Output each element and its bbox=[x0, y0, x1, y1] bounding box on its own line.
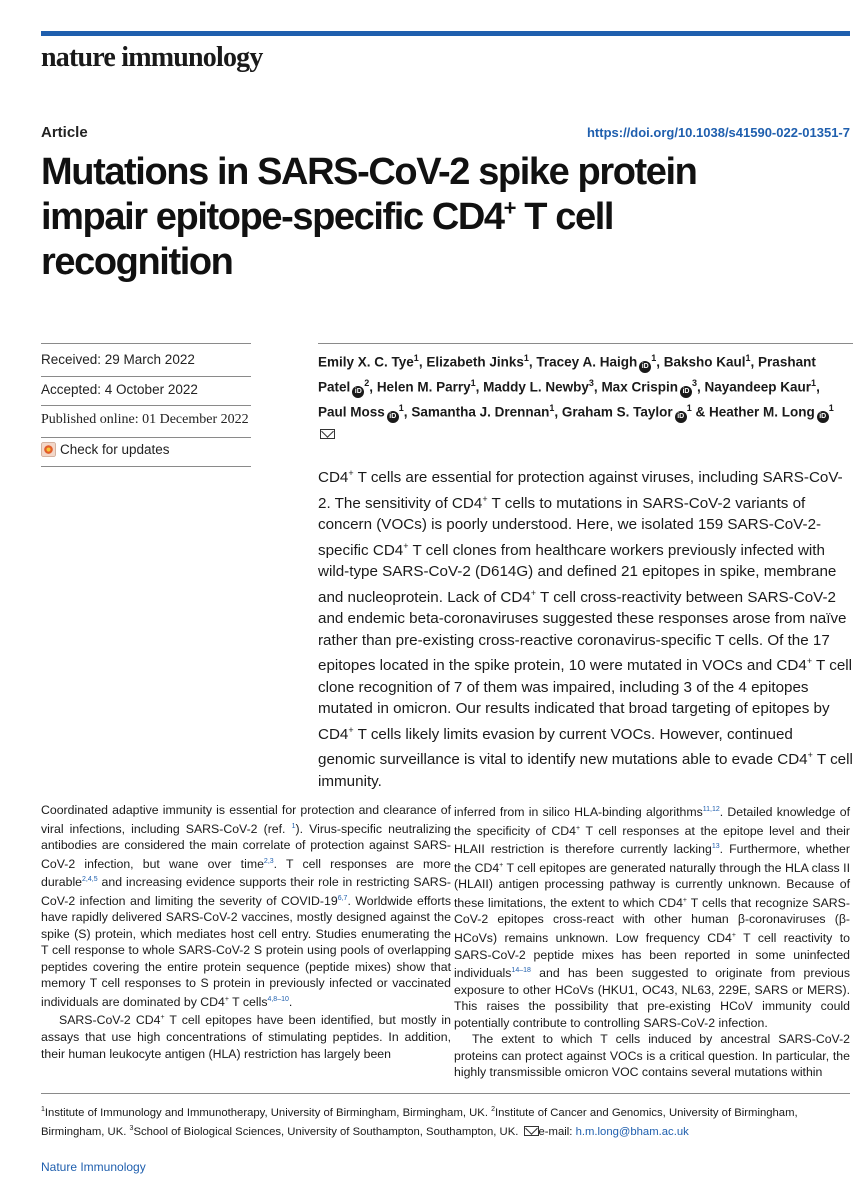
abstract-text: T cells to mutations in SARS-CoV-2 variants of concern (VOCs) is poorly understood. Here, we isolated 159 SARS-CoV-2-specific CD4 bbox=[318, 494, 822, 559]
reference-link[interactable]: 2,4,5 bbox=[82, 876, 98, 884]
reference-link[interactable]: 1 bbox=[291, 822, 296, 830]
abstract-sup: + bbox=[348, 468, 354, 478]
reference-link[interactable]: 2,3 bbox=[263, 857, 274, 865]
abstract-text: T cell cross-reactivity between SARS-CoV-2 and endemic beta-coronaviruses suggested these responses arose from naïve rather than pre-existing cross-reactive coronavirus-specific T cells. Of the 17 epitopes located in the spike protein, 10 were mutated in VOCs and CD4 bbox=[318, 588, 847, 675]
title-line-1: Mutations in SARS-CoV-2 spike protein bbox=[41, 151, 697, 193]
orcid-icon[interactable]: iD bbox=[352, 386, 364, 398]
author-separator: , bbox=[816, 379, 820, 395]
email-icon bbox=[524, 1126, 539, 1136]
author-list bbox=[318, 348, 848, 445]
affiliation-number: 1 bbox=[41, 1106, 45, 1113]
author-affiliation: 1 bbox=[523, 353, 529, 363]
divider-authors bbox=[318, 343, 853, 344]
reference-link[interactable]: 4,8–10 bbox=[267, 995, 289, 1003]
body-text: T cell epitopes have been identified, but mostly in assays that use high concentrations of stimulating peptides. In addition, their human leukocyte antigen (HLA) restriction has largely been bbox=[41, 1013, 451, 1061]
author-affiliation: 1 bbox=[686, 403, 692, 413]
superscript: + bbox=[682, 896, 688, 904]
author-affiliation: 1 bbox=[745, 353, 751, 363]
paper-title bbox=[41, 150, 821, 285]
body-text: . Furthermore, whether the CD4 bbox=[454, 842, 850, 875]
published-date: Published online: 01 December 2022 bbox=[41, 412, 249, 427]
body-column-left bbox=[41, 802, 451, 1062]
author-affiliation: 1 bbox=[398, 403, 404, 413]
body-text: inferred from in silico HLA-binding algorithms bbox=[454, 805, 703, 820]
received-date: Received: 29 March 2022 bbox=[41, 352, 195, 367]
author-name[interactable]: Nayandeep Kaur bbox=[704, 379, 812, 395]
body-text: T cell responses at the epitope level and their HLAII restriction is therefore currently lacking bbox=[454, 823, 850, 857]
body-text: . bbox=[288, 994, 293, 1009]
author-separator: , bbox=[696, 379, 705, 395]
author-separator: , bbox=[656, 354, 664, 370]
affiliation-text: Institute of Immunology and Immunotherapy, University of Birmingham, Birmingham, UK. bbox=[44, 1106, 492, 1119]
author-name[interactable]: Tracey A. Haigh bbox=[536, 354, 638, 370]
author-name[interactable]: Graham S. Taylor bbox=[561, 404, 673, 420]
reference-link[interactable]: 6,7 bbox=[337, 894, 348, 902]
superscript: + bbox=[224, 995, 229, 1003]
body-text: . T cell responses are more durable bbox=[41, 856, 451, 890]
email-link[interactable]: h.m.long@bham.ac.uk bbox=[575, 1125, 689, 1138]
check-updates-label: Check for updates bbox=[60, 442, 170, 457]
body-paragraph bbox=[454, 802, 850, 1031]
abstract-sup: + bbox=[482, 493, 488, 504]
author-separator: , bbox=[418, 354, 427, 370]
abstract-text: T cell immunity. bbox=[318, 751, 853, 790]
author-affiliation: 1 bbox=[651, 353, 657, 363]
author-separator: , bbox=[554, 404, 562, 420]
author-separator: , bbox=[369, 379, 377, 395]
abstract-text: T cell clones from healthcare workers previously infected with wild-type SARS-CoV-2 (D614G) and defined 21 epitopes in spike, membrane and nucleoprotein. Lack of CD4 bbox=[318, 541, 837, 606]
author-affiliation: 3 bbox=[691, 378, 697, 388]
superscript: + bbox=[576, 824, 581, 832]
author-name[interactable]: Baksho Kaul bbox=[663, 354, 746, 370]
affiliation-number: 3 bbox=[129, 1124, 134, 1132]
abstract-sup: + bbox=[403, 540, 409, 551]
superscript: + bbox=[160, 1014, 165, 1022]
body-text: ). Virus-specific neutralizing antibodies are considered the main correlate of protection against SARS-CoV-2 infection, but wane over time bbox=[41, 821, 451, 871]
doi-link[interactable]: https://doi.org/10.1038/s41590-022-01351-7 bbox=[586, 125, 850, 140]
author-separator: , bbox=[403, 404, 412, 420]
body-text: . Worldwide efforts have rapidly delivered SARS-CoV-2 vaccines, mostly designed against the spike (S) protein, which mediates host cell entry. Studies enumerating the T cell response to whole SARS-CoV-2 S protein using pools of overlapping peptides covering the entire protein sequence (peptide mixes) show that memory T cell responses to S protein in previously infected or vaccinated individuals are dominated by CD4 bbox=[41, 893, 452, 1009]
affiliation-text: Institute of Cancer and Genomics, University of Birmingham, Birmingham, UK. bbox=[41, 1106, 798, 1138]
header-rule bbox=[41, 31, 850, 36]
body-text: The extent to which T cells induced by ancestral SARS-CoV-2 proteins can protect against VOCs is a critical question. In particular, the highly transmissible omicron VOC contains several mutations within bbox=[454, 1032, 850, 1080]
footer-journal-name: Nature Immunology bbox=[41, 1160, 146, 1174]
abstract-sup: + bbox=[530, 587, 537, 598]
abstract-sup: + bbox=[348, 724, 354, 735]
orcid-icon[interactable]: iD bbox=[675, 411, 687, 423]
affiliations bbox=[41, 1102, 851, 1140]
author-name[interactable]: Prashant Patel bbox=[318, 354, 816, 395]
author-affiliation: 1 bbox=[549, 403, 555, 413]
body-text: and has been suggested to originate from previous exposure to other HCoVs (HKU1, OC43, NL63, 229E, SARS or MERS). This raises the possibility that pre-existing HCoV immunity could potentially contribute to controlling SARS-CoV-2 infection. bbox=[454, 966, 850, 1030]
orcid-icon[interactable]: iD bbox=[680, 386, 692, 398]
affiliation-text: School of Biological Sciences, University of Southampton, Southampton, UK. bbox=[133, 1125, 522, 1138]
author-name[interactable]: Paul Moss bbox=[318, 404, 385, 420]
journal-title: nature immunology bbox=[41, 42, 263, 73]
body-paragraph bbox=[454, 1031, 850, 1081]
author-name[interactable]: Elizabeth Jinks bbox=[426, 354, 524, 370]
divider-published bbox=[41, 405, 251, 406]
check-updates-link[interactable] bbox=[41, 442, 170, 457]
email-label: e-mail: bbox=[538, 1125, 576, 1138]
superscript: + bbox=[499, 861, 504, 869]
affiliation-number: 2 bbox=[491, 1106, 496, 1113]
abstract-sup: + bbox=[807, 750, 813, 761]
author-affiliation: 1 bbox=[413, 353, 419, 363]
abstract-sup: + bbox=[806, 656, 813, 667]
orcid-icon[interactable]: iD bbox=[817, 411, 829, 423]
reference-link[interactable]: 13 bbox=[711, 843, 720, 851]
author-name[interactable]: Maddy L. Newby bbox=[483, 379, 589, 395]
abstract bbox=[318, 463, 853, 792]
author-separator: , bbox=[475, 379, 484, 395]
author-name[interactable]: Max Crispin bbox=[601, 379, 678, 395]
divider-affiliations bbox=[41, 1093, 850, 1094]
body-text: . Detailed knowledge of the specificity of CD4 bbox=[454, 805, 850, 838]
author-name[interactable]: Helen M. Parry bbox=[376, 379, 471, 395]
body-text: and increasing evidence supports their role in restricting SARS-CoV-2 infection and limiting the severity of COVID-19 bbox=[41, 875, 451, 908]
title-line-2a: impair epitope-specific CD4 bbox=[41, 196, 504, 238]
body-text: SARS-CoV-2 CD4 bbox=[59, 1013, 161, 1028]
author-separator: & bbox=[691, 404, 709, 420]
author-separator: , bbox=[750, 354, 759, 370]
article-type-label: Article bbox=[41, 124, 88, 141]
check-updates-icon bbox=[41, 442, 56, 457]
author-affiliation: 1 bbox=[470, 378, 476, 388]
author-name[interactable]: Samantha J. Drennan bbox=[411, 404, 550, 420]
abstract-text: T cell clone recognition of 7 of them was impaired, including 3 of the 4 epitopes mutated in omicron. Our results indicated that broad targeting of epitopes by CD4 bbox=[318, 657, 853, 743]
email-icon[interactable] bbox=[320, 429, 335, 439]
body-text: T cell epitopes are generated naturally through the HLA class II (HLAII) antigen processing pathway is currently unknown. Because of these limitations, the extent to which CD4 bbox=[454, 860, 850, 910]
author-name[interactable]: Heather M. Long bbox=[708, 404, 815, 420]
author-separator: , bbox=[528, 354, 537, 370]
abstract-text: T cells likely limits evasion by current VOCs. However, continued genomic surveillance is vital to identify new mutations able to evade CD4 bbox=[318, 725, 808, 769]
author-affiliation: 3 bbox=[588, 378, 594, 388]
author-name[interactable]: Emily X. C. Tye bbox=[318, 354, 414, 370]
body-paragraph bbox=[41, 802, 451, 1010]
author-affiliation: 2 bbox=[364, 378, 370, 388]
orcid-icon[interactable]: iD bbox=[387, 411, 399, 423]
superscript: + bbox=[731, 931, 736, 939]
divider-updates bbox=[41, 437, 251, 438]
author-affiliation: 1 bbox=[811, 378, 817, 388]
author-affiliation: 1 bbox=[828, 403, 834, 413]
reference-link[interactable]: 11,12 bbox=[702, 806, 720, 813]
title-line-3: recognition bbox=[41, 241, 233, 283]
abstract-text: T cells are essential for protection against viruses, including SARS-CoV-2. The sensitivity of CD4 bbox=[318, 469, 843, 512]
body-paragraph bbox=[41, 1010, 451, 1062]
author-separator: , bbox=[593, 379, 602, 395]
body-text: T cells that recognize SARS-CoV-2 epitopes cross-react with other human β-coronaviruses (β-HCoVs) remains unknown. Low frequency CD4 bbox=[454, 895, 850, 946]
divider-bottom bbox=[41, 466, 251, 467]
body-text: T cells bbox=[228, 994, 268, 1009]
reference-link[interactable]: 14–18 bbox=[511, 967, 531, 975]
abstract-text: CD4 bbox=[318, 469, 349, 487]
orcid-icon[interactable]: iD bbox=[639, 361, 651, 373]
body-text: Coordinated adaptive immunity is essential for protection and clearance of viral infections, including SARS-CoV-2 (ref. bbox=[41, 803, 451, 836]
title-line-2b: T cell bbox=[515, 196, 614, 238]
accepted-date: Accepted: 4 October 2022 bbox=[41, 382, 198, 397]
body-column-right bbox=[454, 802, 850, 1081]
divider-accepted bbox=[41, 376, 251, 377]
divider-received bbox=[41, 343, 251, 344]
body-text: T cell reactivity to SARS-CoV-2 peptide mixes has been reported in some uninfected individuals bbox=[454, 931, 850, 981]
title-superscript: + bbox=[503, 195, 516, 221]
